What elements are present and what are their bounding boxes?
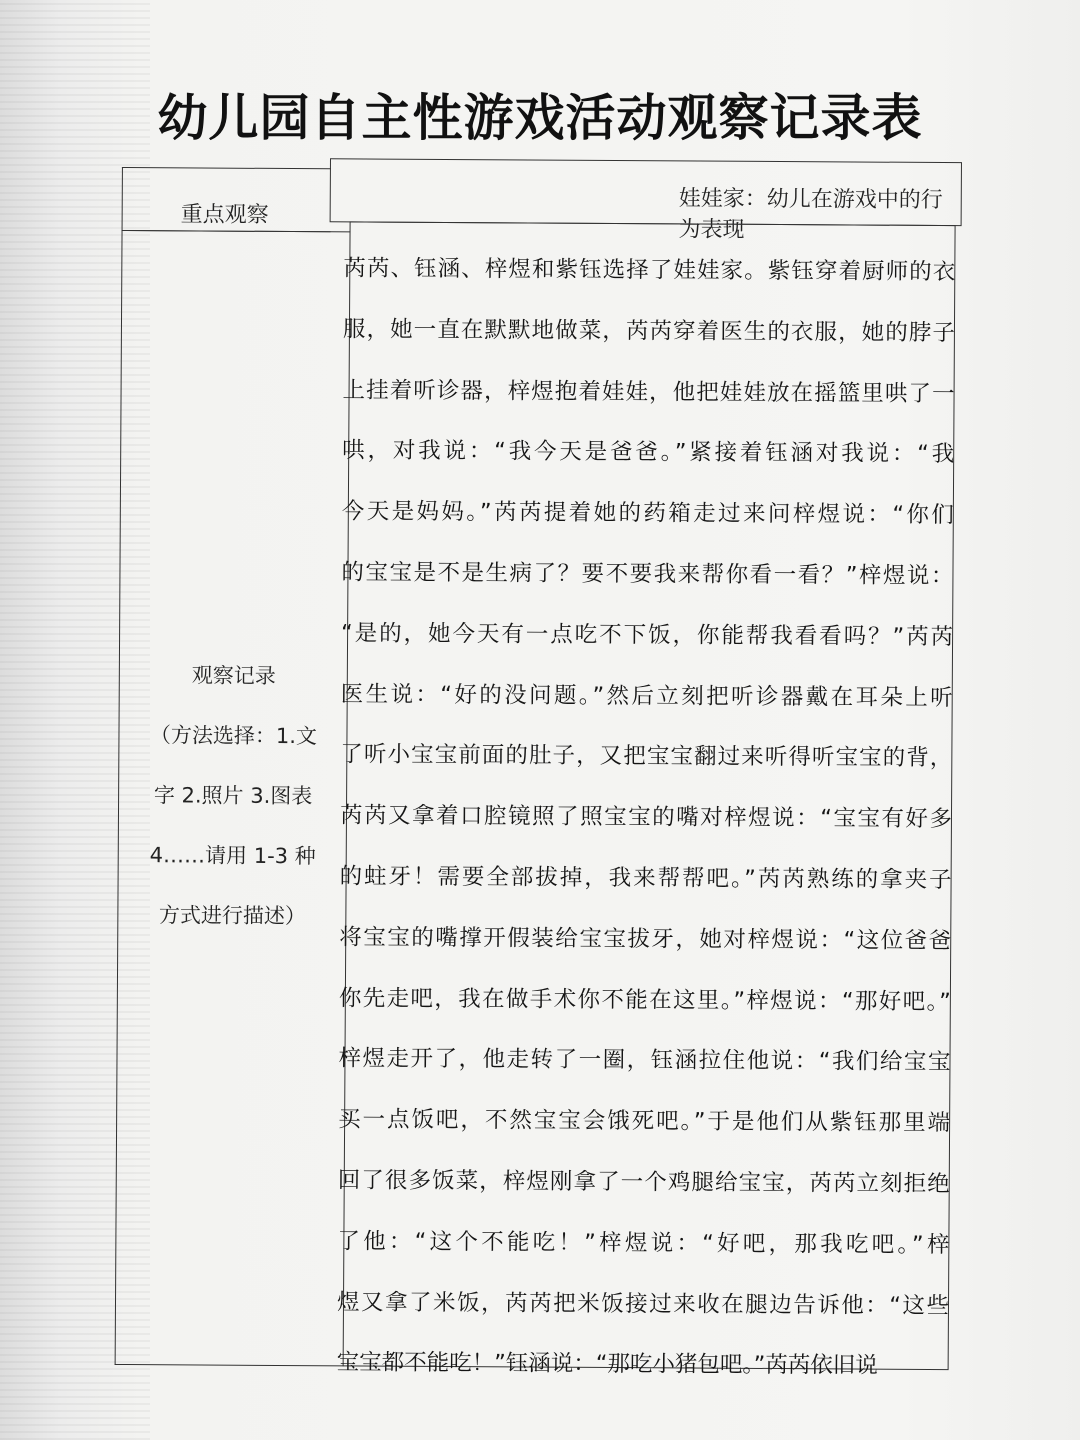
record-line: 煜又拿了米饭，芮芮把米饭接过来收在腿边告诉他：“这些 bbox=[336, 1288, 950, 1319]
record-line: 的蛀牙！需要全部拔掉，我来帮帮吧。”芮芮熟练的拿夹子 bbox=[339, 863, 952, 894]
record-line: 服，她一直在默默地做菜，芮芮穿着医生的衣服，她的脖子 bbox=[342, 316, 956, 346]
record-text bbox=[336, 238, 955, 1397]
record-line: 芮芮、钰涵、梓煜和紫钰选择了娃娃家。紫钰穿着厨师的衣 bbox=[343, 255, 956, 286]
record-line: 的宝宝是不是生病了？要不要我来帮你看一看？”梓煜说： bbox=[341, 559, 954, 590]
record-line: 今天是妈妈。”芮芮提着她的药箱走过来问梓煜说：“你们 bbox=[341, 498, 954, 529]
record-line: 买一点饭吧，不然宝宝会饿死吧。”于是他们从紫钰那里端 bbox=[338, 1106, 951, 1137]
record-line: 上挂着听诊器，梓煜抱着娃娃，他把娃娃放在摇篮里哄了一 bbox=[342, 376, 955, 407]
record-line: 梓煜走开了，他走转了一圈，钰涵拉住他说：“我们给宝宝 bbox=[338, 1045, 951, 1076]
record-line: “是的，她今天有一点吃不下饭，你能帮我看看吗？”芮芮 bbox=[341, 620, 954, 650]
observation-table bbox=[115, 157, 962, 1379]
record-label-line: （方法选择：1.文 bbox=[149, 723, 318, 749]
record-line: 将宝宝的嘴撑开假装给宝宝拔牙，她对梓煜说：“这位爸爸 bbox=[339, 924, 952, 954]
header-focus-value: 娃娃家：幼儿在游戏中的行为表现 bbox=[678, 186, 943, 243]
record-label-line: 观察记录 bbox=[191, 663, 276, 688]
header-key-label: 重点观察 bbox=[180, 202, 269, 228]
record-line: 哄，对我说：“我今天是爸爸。”紧接着钰涵对我说：“我 bbox=[342, 437, 955, 468]
record-label-line: 字 2.照片 3.图表 bbox=[153, 783, 313, 809]
header-key-cell bbox=[122, 167, 331, 232]
record-label bbox=[137, 645, 329, 946]
record-label-line: 方式进行描述） bbox=[158, 903, 306, 929]
header-focus-cell bbox=[330, 158, 962, 243]
record-line: 你先走吧，我在做手术你不能在这里。”梓煜说：“那好吧。” bbox=[338, 984, 951, 1015]
record-line: 宝宝都不能吃！”钰涵说：“那吃小猪包吧。”芮芮依旧说 bbox=[336, 1349, 878, 1379]
record-line: 芮芮又拿着口腔镜照了照宝宝的嘴对梓煜说：“宝宝有好多 bbox=[339, 802, 953, 833]
record-line: 医生说：“好的没问题。”然后立刻把听诊器戴在耳朵上听 bbox=[340, 680, 953, 711]
record-label-line: 4……请用 1-3 种 bbox=[149, 843, 316, 869]
record-line: 了他：“这个不能吃！”梓煜说：“好吧，那我吃吧。”梓 bbox=[337, 1228, 950, 1258]
record-line: 回了很多饭菜，梓煜刚拿了一个鸡腿给宝宝，芮芮立刻拒绝 bbox=[337, 1167, 950, 1198]
page-title: 幼儿园自主性游戏活动观察记录表 bbox=[157, 89, 923, 147]
record-line: 了听小宝宝前面的肚子，又把宝宝翻过来听得听宝宝的背， bbox=[340, 741, 953, 772]
